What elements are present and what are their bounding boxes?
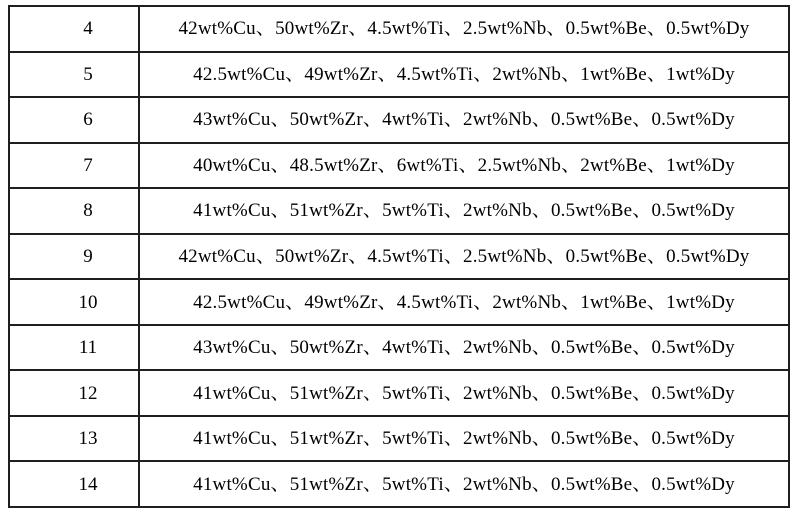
- row-number-cell: 13: [10, 417, 140, 461]
- row-number-cell: 7: [10, 144, 140, 188]
- row-number-cell: 12: [10, 371, 140, 415]
- alloy-composition-table: [8, 5, 790, 508]
- composition-cell: 41wt%Cu、51wt%Zr、5wt%Ti、2wt%Nb、0.5wt%Be、0.5wt%Dy: [193, 200, 735, 222]
- composition-cell: 41wt%Cu、51wt%Zr、5wt%Ti、2wt%Nb、0.5wt%Be、0.5wt%Dy: [193, 382, 735, 404]
- composition-cell: 42wt%Cu、50wt%Zr、4.5wt%Ti、2.5wt%Nb、0.5wt%Be、0.5wt%Dy: [178, 18, 750, 40]
- composition-cell: 40wt%Cu、48.5wt%Zr、6wt%Ti、2.5wt%Nb、2wt%Be、1wt%Dy: [193, 154, 735, 176]
- composition-cell: 43wt%Cu、50wt%Zr、4wt%Ti、2wt%Nb、0.5wt%Be、0.5wt%Dy: [193, 109, 735, 131]
- table-row: [10, 98, 788, 144]
- table-row: [10, 280, 788, 326]
- row-number-cell: 9: [10, 235, 140, 279]
- row-number-cell: 4: [10, 7, 140, 51]
- row-number-cell: 10: [10, 280, 140, 324]
- row-number-cell: 5: [10, 53, 140, 97]
- row-number-cell: 11: [10, 326, 140, 370]
- table-row: [10, 417, 788, 463]
- table-row: [10, 462, 788, 506]
- composition-cell: 41wt%Cu、51wt%Zr、5wt%Ti、2wt%Nb、0.5wt%Be、0.5wt%Dy: [193, 428, 735, 450]
- table-row: [10, 189, 788, 235]
- table-row: [10, 326, 788, 372]
- row-number-cell: 14: [10, 462, 140, 506]
- composition-cell: 42wt%Cu、50wt%Zr、4.5wt%Ti、2.5wt%Nb、0.5wt%Be、0.5wt%Dy: [178, 246, 750, 267]
- table-row: [10, 7, 788, 53]
- table-row: [10, 53, 788, 99]
- table-row: [10, 144, 788, 190]
- composition-cell: 41wt%Cu、51wt%Zr、5wt%Ti、2wt%Nb、0.5wt%Be、0.5wt%Dy: [193, 473, 735, 495]
- table-row: [10, 371, 788, 417]
- composition-cell: 42.5wt%Cu、49wt%Zr、4.5wt%Ti、2wt%Nb、1wt%Be、1wt%Dy: [193, 291, 735, 313]
- composition-cell: 43wt%Cu、50wt%Zr、4wt%Ti、2wt%Nb、0.5wt%Be、0.5wt%Dy: [193, 337, 735, 359]
- row-number-cell: 6: [10, 98, 140, 142]
- table-row: [10, 235, 788, 281]
- row-number-cell: 8: [10, 189, 140, 233]
- composition-cell: 42.5wt%Cu、49wt%Zr、4.5wt%Ti、2wt%Nb、1wt%Be、1wt%Dy: [193, 63, 735, 85]
